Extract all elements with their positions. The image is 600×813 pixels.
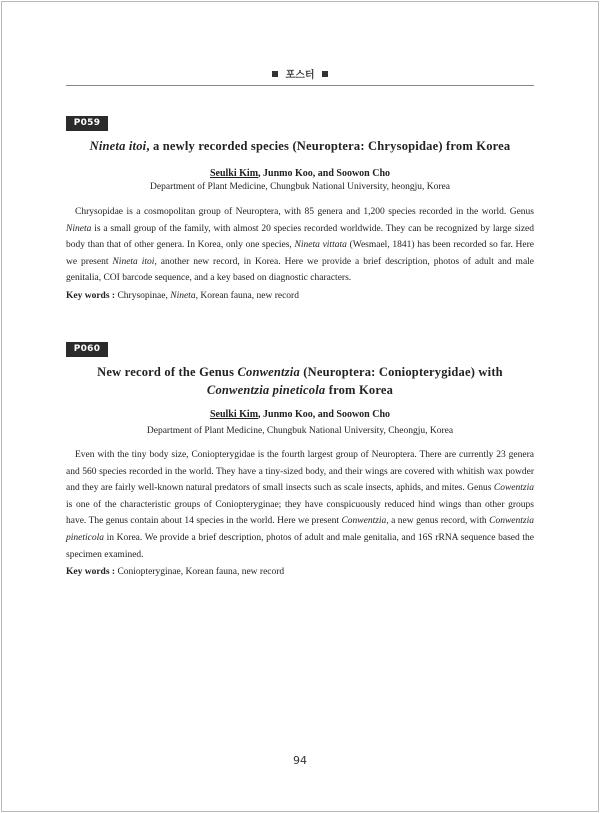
square-bullet-icon	[272, 71, 278, 77]
affiliation: Department of Plant Medicine, Chungbuk National University, heongju, Korea	[150, 182, 450, 192]
keywords-line	[66, 291, 534, 301]
poster-title: New record of the Genus Conwentzia (Neuroptera: Coniopterygidae) with Conwentzia pineticola from Korea	[97, 365, 503, 397]
keywords-label: Key words :	[66, 291, 116, 301]
italic-taxon-name: Nineta	[66, 223, 92, 234]
poster-title: Nineta itoi, a newly recorded species (Neuroptera: Chrysopidae) from Korea	[89, 139, 511, 153]
header-title: 포스터	[285, 70, 315, 81]
page-number: 94	[293, 754, 307, 767]
author-line	[66, 409, 534, 420]
italic-taxon-name: Conwentzia	[341, 516, 387, 527]
square-bullet-icon	[322, 71, 328, 77]
co-authors: , Junmo Koo, and Soowon Cho	[258, 409, 391, 420]
abstract-text: Chrysopidae is a cosmopolitan group of Neuroptera, with 85 genera and 1,200 species recorded in the world. Genus Nineta is a small group of the family, with almost 20 species recorded worldwide. They can be recognized by large sized body than that of other genera. In Korea, only one species, Nineta vittata (Wesmael, 1841) has been recorded so far. Here we present Nineta itoi, another new record, in Korea. Here we provide a brief description, photos of adult and male genitalia, COI barcode sequence, and a key based on diagnostic characters.	[66, 207, 535, 284]
italic-taxon-name: Nineta	[170, 291, 196, 301]
italic-taxon-name: Cowentzia	[493, 483, 534, 494]
italic-taxon-name: Conwentzia pineticola	[206, 383, 326, 397]
italic-taxon-name: Nineta itoi	[89, 139, 147, 153]
author-line	[66, 168, 534, 179]
italic-taxon-name: Conwentzia pineticola	[66, 516, 534, 543]
co-authors: , Junmo Koo, and Soowon Cho	[258, 168, 391, 179]
italic-taxon-name: Nineta itoi	[112, 256, 155, 267]
presenting-author: Seulki Kim	[209, 168, 259, 179]
abstract-text: Even with the tiny body size, Coniopterygidae is the fourth largest group of Neuroptera. There are currently 23 genera and 560 species recorded in the world. They have a tiny-sized body, and their wings are covered with whitish wax powder and they are fairly well-known natural predators of small insects such as scale insects, aphids, and mites. Genus Cowentzia is one of the characteristic groups of Coniopteryginae; they have conspicuously reduced hind wings than other groups have. The genus contain about 14 species in the world. Here we present Conwentzia, a new genus record, with Conwentzia pineticola in Korea. We provide a brief description, photos of adult and male genitalia, and 16S rRNA sequence based the specimen examined.	[66, 450, 534, 560]
affiliation: Department of Plant Medicine, Chungbuk National University, Cheongju, Korea	[146, 426, 454, 436]
poster-id-badge: P060	[66, 342, 108, 357]
italic-taxon-name: Nineta vittata	[294, 240, 347, 251]
poster-id-badge: P059	[66, 116, 108, 131]
keywords-label: Key words :	[66, 567, 116, 577]
presenting-author: Seulki Kim	[209, 409, 259, 420]
keywords-line	[66, 567, 534, 577]
header-rule	[66, 85, 534, 86]
keywords-list: Coniopteryginae, Korean fauna, new record	[115, 567, 285, 577]
running-header	[66, 66, 534, 81]
keywords-list: Chrysopinae, Nineta, Korean fauna, new record	[115, 291, 299, 301]
italic-taxon-name: Conwentzia	[237, 365, 300, 379]
